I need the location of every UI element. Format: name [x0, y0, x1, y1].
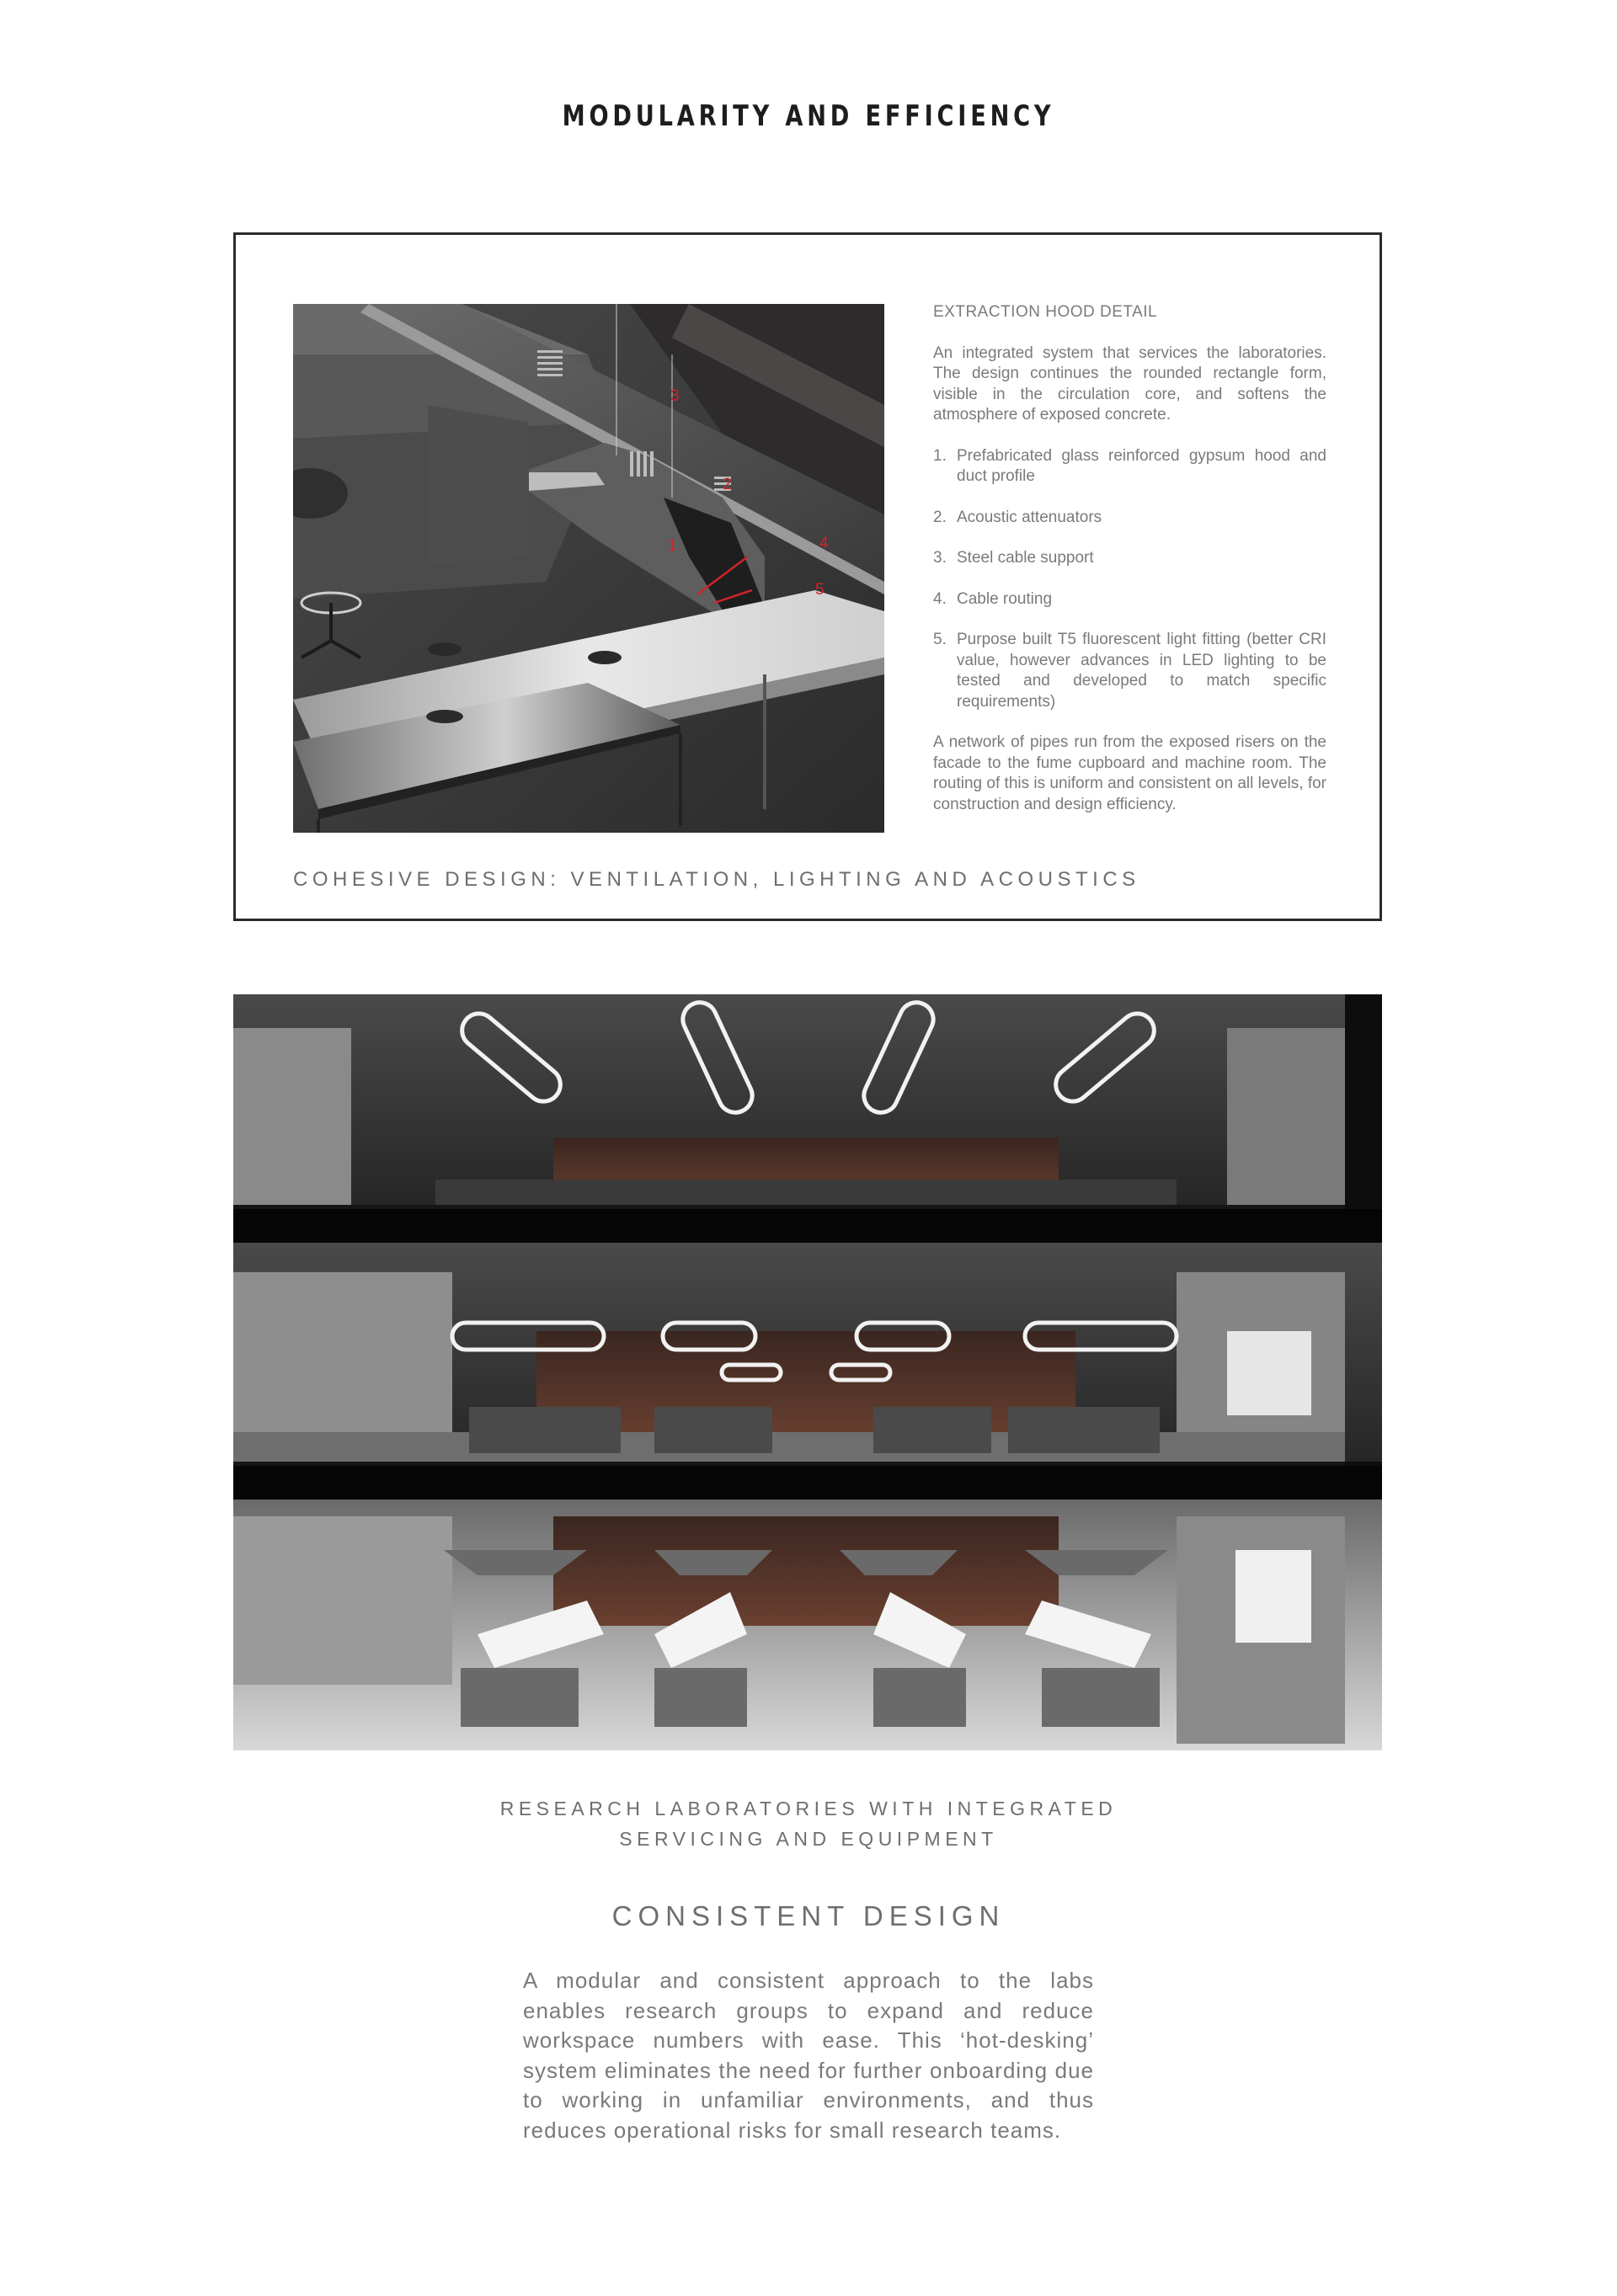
render-label-4: 4	[819, 535, 829, 552]
list-text: Acoustic attenuators	[957, 508, 1102, 526]
consistent-design-paragraph: A modular and consistent approach to the labs enables research groups to expand and reduce workspace numbers with ease. This ‘hot-desking’ system eliminates the need for further onboarding due to working in unfamiliar environments, and thus reduces operational risks for small research teams.	[523, 1968, 1094, 2143]
extraction-hood-detail-panel	[233, 232, 1382, 921]
render-label-2: 2	[723, 476, 732, 493]
section-caption-line-1: RESEARCH LABORATORIES WITH INTEGRATED	[499, 1798, 1118, 1819]
list-text: Prefabricated glass reinforced gypsum hood and duct profile	[957, 446, 1326, 485]
detail-list-item	[933, 548, 1326, 569]
detail-heading: EXTRACTION HOOD DETAIL	[933, 303, 1158, 321]
detail-outro: A network of pipes run from the exposed risers on the facade to the fume cupboard and machine room. The routing of this is uniform and consistent on all levels, for construction and design efficiency.	[933, 733, 1326, 813]
list-text: Steel cable support	[957, 549, 1094, 567]
detail-list-item	[933, 589, 1326, 610]
consistent-design-heading: CONSISTENT DESIGN	[611, 1900, 1006, 1931]
detail-list-item	[933, 508, 1326, 529]
detail-text-column	[933, 302, 1326, 835]
list-number: 1.	[933, 446, 947, 465]
laboratory-section-render	[233, 994, 1382, 1750]
list-number: 5.	[933, 631, 947, 648]
list-text: Purpose built T5 fluorescent light fitting (better CRI value, however advances in LED lighting to be tested and developed to match specific requirements)	[957, 631, 1326, 711]
detail-list-item	[933, 630, 1326, 712]
panel-caption: COHESIVE DESIGN: VENTILATION, LIGHTING AND ACOUSTICS	[293, 868, 1140, 891]
section-caption	[0, 1793, 1617, 1854]
consistent-design-body	[523, 1966, 1094, 2145]
laboratory-section-illustration	[233, 994, 1382, 1750]
render-label-5: 5	[815, 581, 825, 599]
detail-intro: An integrated system that services the laboratories. The design continues the rounded rectangle form, visible in the circulation core, and softens the atmosphere of exposed concrete.	[933, 344, 1326, 424]
page-title: MODULARITY AND EFFICIENCY	[562, 99, 1055, 133]
detail-list	[933, 446, 1326, 713]
list-number: 2.	[933, 508, 947, 526]
detail-list-item	[933, 446, 1326, 487]
render-label-3: 3	[670, 387, 680, 405]
list-text: Cable routing	[957, 589, 1053, 608]
render-label-1: 1	[668, 537, 677, 555]
extraction-hood-render	[293, 304, 884, 833]
extraction-hood-illustration	[293, 304, 884, 833]
list-number: 4.	[933, 589, 947, 608]
list-number: 3.	[933, 549, 947, 567]
section-caption-line-2: SERVICING AND EQUIPMENT	[619, 1828, 998, 1850]
